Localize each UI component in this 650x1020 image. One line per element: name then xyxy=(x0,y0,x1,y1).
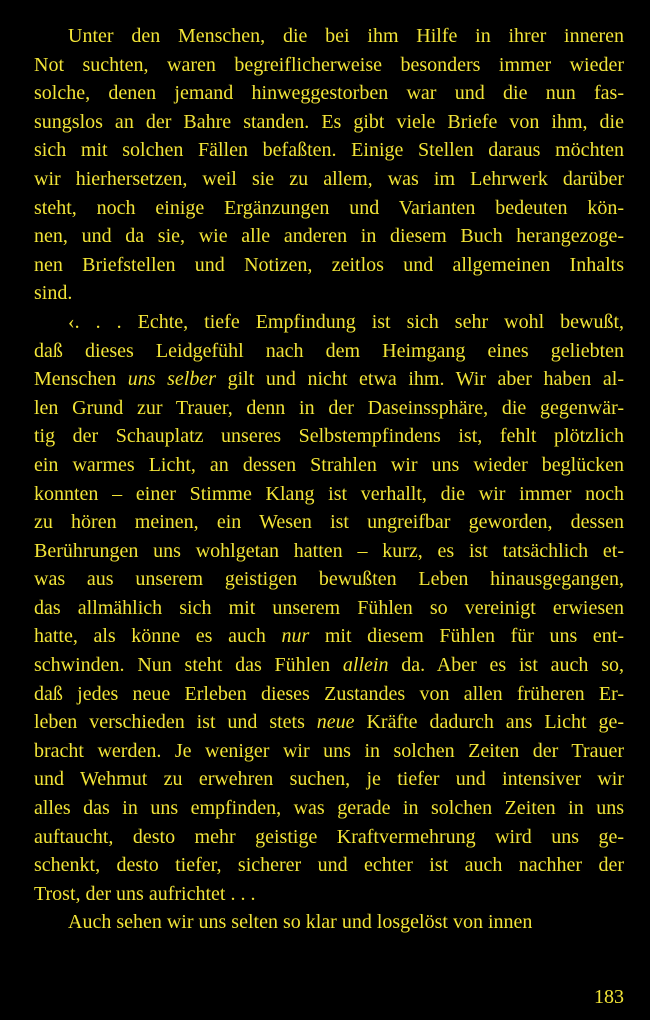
text-line: tig der Schauplatz unseres Selbstempfindens ist, fehlt plötzlich xyxy=(34,425,624,448)
paragraph xyxy=(34,908,624,937)
text-line: Unter den Menschen, die bei ihm Hilfe in ihrer inneren xyxy=(68,25,624,47)
paragraph xyxy=(34,308,624,908)
page-number: 183 xyxy=(594,986,624,1008)
text-line: nen, und da sie, wie alle anderen in diesem Buch herangezoge- xyxy=(34,225,624,248)
text-line: sind. xyxy=(34,282,73,305)
text-line: Menschen uns selber gilt und nicht etwa ihm. Wir aber haben al- xyxy=(34,368,624,391)
text-line: Trost, der uns aufrichtet . . . xyxy=(34,882,256,905)
text-line: ‹. . . Echte, tiefe Empfindung ist sich sehr wohl bewußt, xyxy=(68,310,624,333)
text-line: daß dieses Leidgefühl nach dem Heimgang eines geliebten xyxy=(34,339,624,362)
text-line: leben verschieden ist und stets neue Kräfte dadurch ans Licht ge- xyxy=(34,711,624,734)
text-line: len Grund zur Trauer, denn in der Daseinssphäre, die gegenwär- xyxy=(34,396,624,419)
paragraph xyxy=(34,22,624,308)
text-line: was aus unserem geistigen bewußten Leben hinausgegangen, xyxy=(34,568,624,591)
text-line: auftaucht, desto mehr geistige Kraftvermehrung wird uns ge- xyxy=(34,825,624,848)
text-line: bracht werden. Je weniger wir uns in solchen Zeiten der Trauer xyxy=(34,739,624,762)
text-line: Berührungen uns wohlgetan hatten – kurz, es ist tatsächlich et- xyxy=(34,539,624,562)
text-line: daß jedes neue Erleben dieses Zustandes von allen früheren Er- xyxy=(34,682,624,705)
text-line: schwinden. Nun steht das Fühlen allein da. Aber es ist auch so, xyxy=(34,654,624,677)
text-line: sich mit solchen Fällen befaßten. Einige Stellen daraus möchten xyxy=(34,139,624,162)
text-line: solche, denen jemand hinweggestorben war und die nun fas- xyxy=(34,82,624,105)
text-line: Auch sehen wir uns selten so klar und losgelöst von innen xyxy=(68,911,533,934)
text-line: zu hören meinen, ein Wesen ist ungreifbar geworden, dessen xyxy=(34,511,624,534)
text-line: steht, noch einige Ergänzungen und Varianten bedeuten kön- xyxy=(34,196,624,219)
text-line: Not suchten, waren begreiflicherweise besonders immer wieder xyxy=(34,53,624,76)
text-line: schenkt, desto tiefer, sicherer und echter ist auch nachher der xyxy=(34,854,624,877)
text-line: ein warmes Licht, an dessen Strahlen wir uns wieder beglücken xyxy=(34,453,624,476)
text-line: alles das in uns empfinden, was gerade in solchen Zeiten in uns xyxy=(34,797,624,820)
text-line: sungslos an der Bahre standen. Es gibt viele Briefe von ihm, die xyxy=(34,110,624,133)
text-line: das allmählich sich mit unserem Fühlen so vereinigt erwiesen xyxy=(34,596,624,619)
text-line: wir hierhersetzen, weil sie zu allem, was im Lehrwerk darüber xyxy=(34,167,624,190)
body-text xyxy=(34,22,624,937)
text-line: und Wehmut zu erwehren suchen, je tiefer und intensiver wir xyxy=(34,768,624,791)
text-line: konnten – einer Stimme Klang ist verhallt, die wir immer noch xyxy=(34,482,624,505)
text-line: nen Briefstellen und Notizen, zeitlos und allgemeinen Inhalts xyxy=(34,253,624,276)
text-line: hatte, als könne es auch nur mit diesem Fühlen für uns ent- xyxy=(34,625,625,648)
